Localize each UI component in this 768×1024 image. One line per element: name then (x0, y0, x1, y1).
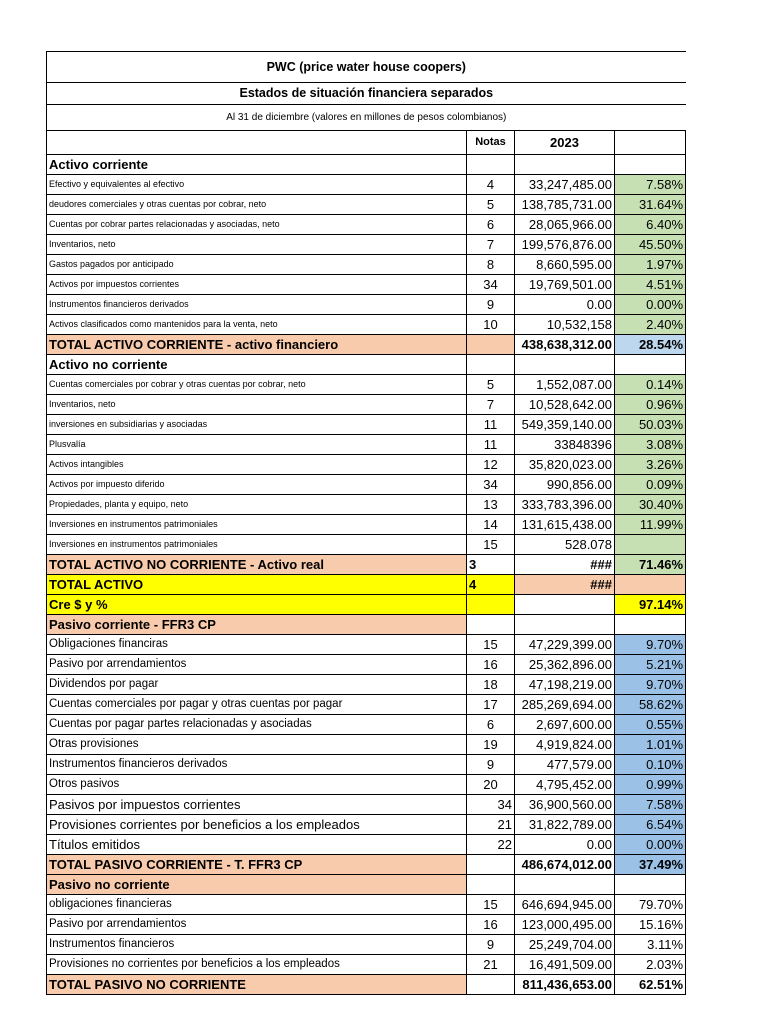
row-note: 34 (467, 795, 515, 815)
row-value: 0.00 (515, 835, 615, 855)
row-value: 528.078 (515, 535, 615, 555)
row-percentage: 4.51% (615, 275, 686, 295)
row-percentage: 31.64% (615, 195, 686, 215)
row-value: 477,579.00 (515, 755, 615, 775)
table-row (47, 815, 686, 835)
table-row (47, 515, 686, 535)
row-label: Efectivo y equivalentes al efectivo (47, 175, 467, 195)
row-note: 5 (467, 195, 515, 215)
row-label: TOTAL PASIVO CORRIENTE - T. FFR3 CP (47, 855, 467, 875)
row-percentage: 58.62% (615, 695, 686, 715)
row-note (467, 355, 515, 375)
row-percentage: 0.09% (615, 475, 686, 495)
row-note: 12 (467, 455, 515, 475)
row-label: Activos intangibles (47, 455, 467, 475)
table-row (47, 215, 686, 235)
row-percentage: 1.97% (615, 255, 686, 275)
row-percentage: 3.26% (615, 455, 686, 475)
row-note: 4 (467, 175, 515, 195)
row-note: 21 (467, 815, 515, 835)
row-label: Activos por impuestos corrientes (47, 275, 467, 295)
table-row (47, 895, 686, 915)
row-percentage: 28.54% (615, 335, 686, 355)
table-row (47, 195, 686, 215)
row-note: 19 (467, 735, 515, 755)
table-row (47, 175, 686, 195)
row-label: TOTAL ACTIVO (47, 575, 467, 595)
row-note: 4 (467, 575, 515, 595)
row-note: 9 (467, 755, 515, 775)
row-value: 8,660,595.00 (515, 255, 615, 275)
table-row (47, 655, 686, 675)
table-row (47, 295, 686, 315)
table-row (47, 595, 686, 615)
row-note: 11 (467, 435, 515, 455)
column-header-year: 2023 (515, 131, 615, 155)
row-label: Inventarios, neto (47, 235, 467, 255)
row-label: Inversiones en instrumentos patrimoniales (47, 515, 467, 535)
row-label: TOTAL ACTIVO NO CORRIENTE - Activo real (47, 555, 467, 575)
row-label: Activo no corriente (47, 355, 467, 375)
table-row (47, 795, 686, 815)
row-value: 33848396 (515, 435, 615, 455)
row-label: Instrumentos financieros derivados (47, 755, 467, 775)
row-note: 15 (467, 635, 515, 655)
row-value: ### (515, 555, 615, 575)
row-value: 438,638,312.00 (515, 335, 615, 355)
row-percentage: 0.96% (615, 395, 686, 415)
row-note: 7 (467, 395, 515, 415)
row-percentage: 37.49% (615, 855, 686, 875)
company-name: PWC (price water house coopers) (47, 52, 686, 83)
row-value: 138,785,731.00 (515, 195, 615, 215)
row-label: Pasivos por impuestos corrientes (47, 795, 467, 815)
row-note: 14 (467, 515, 515, 535)
row-value: 486,674,012.00 (515, 855, 615, 875)
table-row (47, 555, 686, 575)
row-value: 4,919,824.00 (515, 735, 615, 755)
table-row (47, 315, 686, 335)
row-label: Otras provisiones (47, 735, 467, 755)
row-note (467, 335, 515, 355)
row-label: Inversiones en instrumentos patrimoniales (47, 535, 467, 555)
table-row (47, 435, 686, 455)
row-note: 5 (467, 375, 515, 395)
row-percentage: 0.10% (615, 755, 686, 775)
row-label: Instrumentos financieros (47, 935, 467, 955)
row-value (515, 615, 615, 635)
row-value: 131,615,438.00 (515, 515, 615, 535)
row-percentage: 0.14% (615, 375, 686, 395)
row-percentage: 5.21% (615, 655, 686, 675)
row-value: 19,769,501.00 (515, 275, 615, 295)
row-note: 13 (467, 495, 515, 515)
row-note: 34 (467, 275, 515, 295)
row-label: Dividendos por pagar (47, 675, 467, 695)
row-value: 25,362,896.00 (515, 655, 615, 675)
row-percentage: 71.46% (615, 555, 686, 575)
table-row (47, 735, 686, 755)
row-percentage: 0.99% (615, 775, 686, 795)
table-row (47, 335, 686, 355)
row-note (467, 615, 515, 635)
row-percentage: 79.70% (615, 895, 686, 915)
table-row (47, 635, 686, 655)
table-row (47, 475, 686, 495)
row-value: 35,820,023.00 (515, 455, 615, 475)
row-label: deudores comerciales y otras cuentas por cobrar, neto (47, 195, 467, 215)
table-row (47, 395, 686, 415)
row-percentage (615, 875, 686, 895)
row-label: Instrumentos financieros derivados (47, 295, 467, 315)
table-row (47, 875, 686, 895)
row-note: 3 (467, 555, 515, 575)
row-percentage: 9.70% (615, 635, 686, 655)
column-header-label (47, 131, 467, 155)
row-value: 199,576,876.00 (515, 235, 615, 255)
row-note: 9 (467, 935, 515, 955)
row-note: 22 (467, 835, 515, 855)
table-row (47, 755, 686, 775)
row-value: 47,198,219.00 (515, 675, 615, 695)
row-note: 15 (467, 895, 515, 915)
balance-sheet-table (46, 51, 686, 995)
row-label: Propiedades, planta y equipo, neto (47, 495, 467, 515)
table-row (47, 235, 686, 255)
row-value: 333,783,396.00 (515, 495, 615, 515)
header-row-company (47, 52, 686, 83)
row-label: Pasivo por arrendamientos (47, 655, 467, 675)
row-value: 31,822,789.00 (515, 815, 615, 835)
row-note: 18 (467, 675, 515, 695)
row-value: 10,528,642.00 (515, 395, 615, 415)
row-value: 4,795,452.00 (515, 775, 615, 795)
row-value: 10,532,158 (515, 315, 615, 335)
row-note: 17 (467, 695, 515, 715)
row-label: Cre $ y % (47, 595, 467, 615)
row-percentage (615, 575, 686, 595)
row-percentage: 30.40% (615, 495, 686, 515)
row-label: TOTAL PASIVO NO CORRIENTE (47, 975, 467, 995)
row-percentage: 3.08% (615, 435, 686, 455)
statement-subtitle: Al 31 de diciembre (valores en millones de pesos colombianos) (47, 105, 686, 131)
row-label: Provisiones corrientes por beneficios a los empleados (47, 815, 467, 835)
row-value: 0.00 (515, 295, 615, 315)
statement-title: Estados de situación financiera separados (47, 83, 686, 105)
row-percentage: 45.50% (615, 235, 686, 255)
row-label: Provisiones no corrientes por beneficios a los empleados (47, 955, 467, 975)
row-note: 15 (467, 535, 515, 555)
row-label: Activos clasificados como mantenidos para la venta, neto (47, 315, 467, 335)
table-row (47, 155, 686, 175)
row-label: Activos por impuesto diferido (47, 475, 467, 495)
row-label: Pasivo no corriente (47, 875, 467, 895)
row-percentage: 7.58% (615, 175, 686, 195)
row-value: 811,436,653.00 (515, 975, 615, 995)
table-row (47, 835, 686, 855)
row-value: 646,694,945.00 (515, 895, 615, 915)
row-note: 10 (467, 315, 515, 335)
table-row (47, 975, 686, 995)
table-row (47, 935, 686, 955)
row-label: Gastos pagados por anticipado (47, 255, 467, 275)
row-percentage: 1.01% (615, 735, 686, 755)
row-label: obligaciones financieras (47, 895, 467, 915)
table-row (47, 535, 686, 555)
row-label: Inventarios, neto (47, 395, 467, 415)
row-label: Cuentas por pagar partes relacionadas y asociadas (47, 715, 467, 735)
row-percentage: 50.03% (615, 415, 686, 435)
row-value: ### (515, 575, 615, 595)
table-row (47, 675, 686, 695)
table-row (47, 255, 686, 275)
row-label: TOTAL ACTIVO CORRIENTE - activo financiero (47, 335, 467, 355)
row-label: inversiones en subsidiarias y asociadas (47, 415, 467, 435)
table-row (47, 955, 686, 975)
row-note (467, 855, 515, 875)
row-percentage: 6.54% (615, 815, 686, 835)
row-value: 36,900,560.00 (515, 795, 615, 815)
row-label: Cuentas comerciales por pagar y otras cuentas por pagar (47, 695, 467, 715)
row-label: Obligaciones financiras (47, 635, 467, 655)
row-value (515, 875, 615, 895)
row-note: 6 (467, 215, 515, 235)
row-percentage: 3.11% (615, 935, 686, 955)
row-value: 25,249,704.00 (515, 935, 615, 955)
table-row (47, 775, 686, 795)
row-value (515, 155, 615, 175)
table-row (47, 715, 686, 735)
table-row (47, 695, 686, 715)
row-value: 1,552,087.00 (515, 375, 615, 395)
row-note: 34 (467, 475, 515, 495)
row-note (467, 595, 515, 615)
table-row (47, 915, 686, 935)
row-label: Cuentas por cobrar partes relacionadas y asociadas, neto (47, 215, 467, 235)
row-note: 7 (467, 235, 515, 255)
row-percentage: 2.03% (615, 955, 686, 975)
row-label: Activo corriente (47, 155, 467, 175)
row-percentage: 15.16% (615, 915, 686, 935)
column-header-notes: Notas (467, 131, 515, 155)
row-value: 549,359,140.00 (515, 415, 615, 435)
row-label: Plusvalía (47, 435, 467, 455)
row-label: Cuentas comerciales por cobrar y otras cuentas por cobrar, neto (47, 375, 467, 395)
row-percentage: 0.00% (615, 295, 686, 315)
header-row-subtitle (47, 105, 686, 131)
table-row (47, 495, 686, 515)
row-value: 990,856.00 (515, 475, 615, 495)
row-value: 28,065,966.00 (515, 215, 615, 235)
row-percentage: 0.00% (615, 835, 686, 855)
row-percentage: 11.99% (615, 515, 686, 535)
table-row (47, 375, 686, 395)
row-value (515, 595, 615, 615)
row-note: 8 (467, 255, 515, 275)
row-percentage: 7.58% (615, 795, 686, 815)
row-percentage (615, 355, 686, 375)
row-label: Pasivo por arrendamientos (47, 915, 467, 935)
table-row (47, 615, 686, 635)
table-row (47, 575, 686, 595)
row-value: 33,247,485.00 (515, 175, 615, 195)
column-header-row (47, 131, 686, 155)
row-value: 285,269,694.00 (515, 695, 615, 715)
row-note: 21 (467, 955, 515, 975)
row-note: 20 (467, 775, 515, 795)
row-value (515, 355, 615, 375)
row-percentage (615, 535, 686, 555)
row-label: Títulos emitidos (47, 835, 467, 855)
row-note: 9 (467, 295, 515, 315)
row-note: 6 (467, 715, 515, 735)
table-row (47, 275, 686, 295)
row-percentage: 62.51% (615, 975, 686, 995)
row-percentage: 97.14% (615, 595, 686, 615)
row-note (467, 975, 515, 995)
header-row-statement (47, 83, 686, 105)
row-value: 2,697,600.00 (515, 715, 615, 735)
row-note: 16 (467, 915, 515, 935)
row-note (467, 875, 515, 895)
table-row (47, 855, 686, 875)
row-note (467, 155, 515, 175)
row-note: 16 (467, 655, 515, 675)
row-note: 11 (467, 415, 515, 435)
row-percentage (615, 155, 686, 175)
row-percentage: 6.40% (615, 215, 686, 235)
row-percentage: 9.70% (615, 675, 686, 695)
row-percentage (615, 615, 686, 635)
row-percentage: 2.40% (615, 315, 686, 335)
row-value: 47,229,399.00 (515, 635, 615, 655)
row-value: 16,491,509.00 (515, 955, 615, 975)
row-percentage: 0.55% (615, 715, 686, 735)
row-label: Pasivo corriente - FFR3 CP (47, 615, 467, 635)
row-label: Otros pasivos (47, 775, 467, 795)
column-header-pct (615, 131, 686, 155)
table-row (47, 455, 686, 475)
table-row (47, 355, 686, 375)
row-value: 123,000,495.00 (515, 915, 615, 935)
table-row (47, 415, 686, 435)
